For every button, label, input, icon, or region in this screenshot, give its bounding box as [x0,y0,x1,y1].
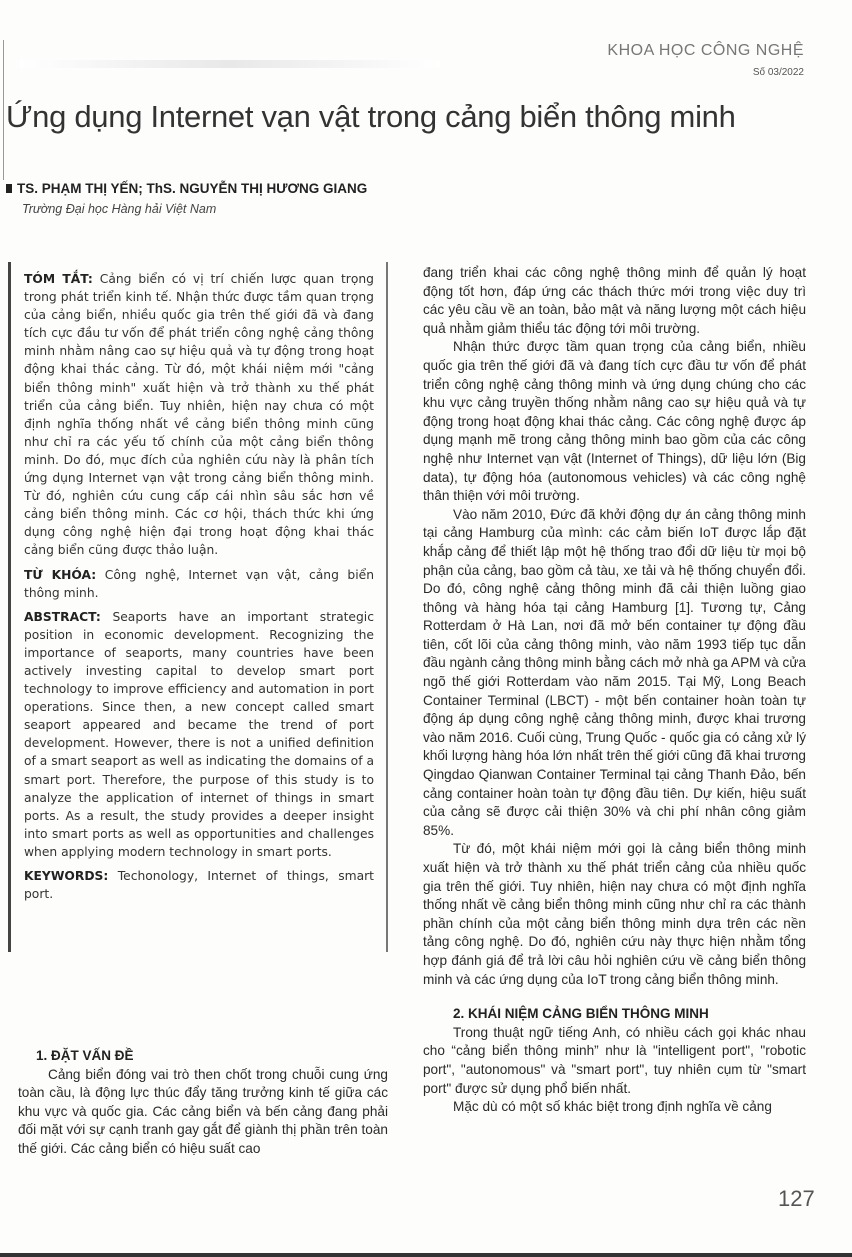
tukhoa-label: TỪ KHÓA: [24,567,97,582]
author-names: TS. PHẠM THỊ YẾN; ThS. NGUYỄN THỊ HƯƠNG GIANG [17,181,368,196]
section-1-paragraph: Cảng biển đóng vai trò then chốt trong chuỗi cung ứng toàn cầu, là động lực thúc đẩy tăng trưởng kinh tế giữa các khu vực và quốc gia. Các cảng biển và bến cảng đang phải đối mặt với sự cạnh tranh gay gắt để giành thị phần trên toàn thế giới. Các cảng biển có hiệu suất cao [18,1066,388,1156]
abstract-box [8,262,388,952]
keywords-text: Techonology, Internet of things, smart port. [24,869,374,902]
tukhoa-text: Công nghệ, Internet vạn vật, cảng biển thông minh. [24,567,374,600]
keywords-label: KEYWORDS: [24,869,109,883]
tukhoa-paragraph [24,566,374,602]
keywords-paragraph [24,867,374,903]
authors [6,181,367,196]
abstract-text: Seaports have an important strategic position in economic development. Recognizing the importance of seaports, many countries have been actively investing capital to develop smart port technology to improve efficiency and automation in port operations. Since then, a new concept called smart seaport appeared and became the trend of port development. However, there is not a unified definition of a smart seaport as well as indicating the domains of a smart port. Therefore, the purpose of this study is to analyze the application of internet of things in smart ports. As a result, the study provides a deeper insight into smart ports as well as opportunities and challenges when applying modern technology in smart ports. [24,609,374,859]
paragraph: đang triển khai các công nghệ thông minh để quản lý hoạt động tốt hơn, đáp ứng các thách thức mới trong việc duy trì các yêu cầu về an toàn, bảo mật và năng lượng một cách hiệu quả nhằm giảm thiểu tác động tới môi trường. [423,265,806,336]
issue-number: Số 03/2022 [752,67,804,78]
paragraph: Nhận thức được tầm quan trọng của cảng biển, nhiều quốc gia trên thế giới đã và đang tích cực đầu tư vốn để phát triển công nghệ cảng thông minh và ứng dụng chúng cho các khu vực cảng truyền thống nhằm nâng cao sự hiệu quả và tự động trong hoạt động khai thác cảng. Các công nghệ được áp dụng mạnh mẽ trong cảng thông minh bao gồm của các công nghệ như Internet vạn vật (Internet of Things), dữ liệu lớn (Big data), tự động hóa (autonomous vehicles) và các công nghệ thân thiện với môi trường. [423,339,806,504]
abstract-label: ABSTRACT: [24,609,101,624]
affiliation: Trường Đại học Hàng hải Việt Nam [22,202,217,216]
section-2-heading: 2. KHÁI NIỆM CẢNG BIỂN THÔNG MINH [453,1006,709,1022]
paragraph: Từ đó, một khái niệm mới gọi là cảng biển thông minh xuất hiện và trở thành xu thế phát triển cảng của nhiều quốc gia trên thế giới. Tuy nhiên, hiện nay chưa có một định nghĩa thống nhất về cảng biển thông minh cũng như chỉ ra các thành phần chính của một cảng biển thông minh dựa trên các nền tảng công nghệ. Do đó, nghiên cứu này thực hiện nhằm tổng hợp đánh giá để trả lời câu hỏi nghiên cứu về cảng biển thông minh và các ứng dụng của IoT trong cảng biển thông minh. [423,841,806,987]
margin-line [3,40,4,180]
tomtat-paragraph [24,270,374,560]
paragraph: Mặc dù có một số khác biệt trong định nghĩa về cảng [453,1099,772,1115]
bullet-square-icon [6,184,12,193]
right-column [423,264,806,1117]
article-title: Ứng dụng Internet vạn vật trong cảng biển thông minh [6,99,736,134]
section-1-heading: 1. ĐẶT VẤN ĐỀ [36,1048,134,1063]
bottom-scan-edge [0,1253,852,1257]
tomtat-label: TÓM TẮT: [24,272,93,286]
page-number: 127 [778,1186,815,1211]
section-label: KHOA HỌC CÔNG NGHỆ [607,42,804,59]
paragraph: Vào năm 2010, Đức đã khởi động dự án cảng thông minh tại cảng Hamburg của mình: các cảm biến IoT được lắp đặt khắp cảng để thiết lập một hệ thống trao đổi dữ liệu từ mọi bộ phận của cảng, bao gồm cả tàu, xe tải và hệ thống chuyển đổi. Do đó, công nghệ cảng thông minh đã cải thiện luồng giao thông và hàng hóa tại cảng Hamburg [1]. Tương tự, Cảng Rotterdam ở Hà Lan, nơi đã mở bến container tự động đầu tiên, cốt lõi của cảng thông minh, vào năm 1993 tiếp tục dẫn đầu ngành cảng thông minh bằng cách mở nhà ga APM và cửa ngõ thế giới Rotterdam vào năm 2015. Tại Mỹ, Long Beach Container Terminal (LBCT) - một bến container hoàn toàn tự động áp dụng công nghệ cảng thông minh, được khai trương vào năm 2016. Cuối cùng, Trung Quốc - quốc gia có cảng xử lý khối lượng hàng hóa lớn nhất trên thế giới cũng đã khai trương Qingdao Qianwan Container Terminal tại cảng Thanh Đảo, bến cảng container hoàn toàn tự động đầu tiên. Dự kiến, hiệu suất của cảng sẽ được cải thiện 30% và chi phí nhân công giảm 85%. [423,506,806,838]
left-column [18,1047,388,1159]
tomtat-text: Cảng biển có vị trí chiến lược quan trọng trong phát triển kinh tế. Nhận thức được tầm quan trọng của cảng biển, nhiều quốc gia trên thế giới đã và đang tích cực đầu tư vốn để phát triển công nghệ cảng thông minh nhằm nâng cao sự hiệu quả và tự động trong hoạt động khai thác cảng. Từ đó, một khái niệm mới "cảng biển thông minh" xuất hiện và trở thành xu thế phát triển của cảng biển. Tuy nhiên, hiện nay chưa có một định nghĩa thống nhất về cảng biển thông minh cũng như chỉ ra các yếu tố chính của một cảng biển thông minh. Do đó, mục đích của nghiên cứu này là phân tích ứng dụng Internet vạn vật trong cảng biển thông minh. Từ đó, nghiên cứu cung cấp cái nhìn sâu sắc hơn về cảng biển thông minh. Các cơ hội, thách thức khi ứng dụng công nghệ hiện đại trong hoạt động khai thác cảng biển cũng được thảo luận. [24,272,374,558]
abstract-paragraph [24,608,374,861]
header-shade [20,60,440,68]
paragraph: Trong thuật ngữ tiếng Anh, có nhiều cách gọi khác nhau cho “cảng biển thông minh” như là "intelligent port", "robotic port", "autonomous" và "smart port", tuy nhiên cụm từ "smart port" được sử dụng phổ biến nhất. [423,1024,806,1096]
